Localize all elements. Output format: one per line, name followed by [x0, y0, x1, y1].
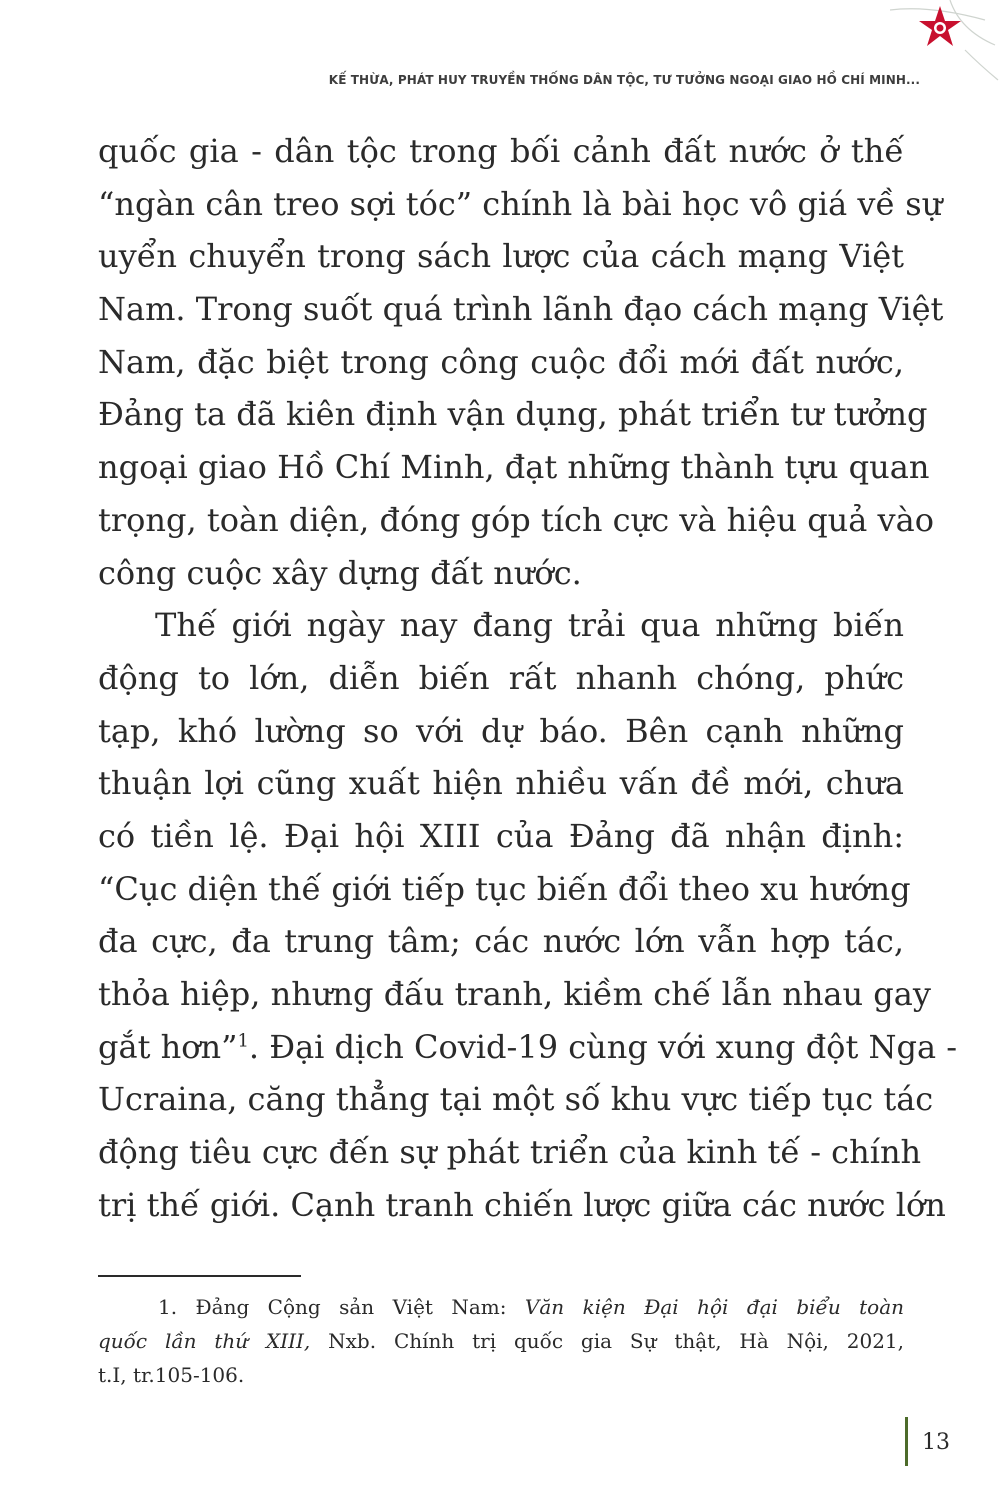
text-line: trọng, toàn diện, đóng góp tích cực và hiệu quả vào	[98, 500, 934, 539]
text-line: động tiêu cực đến sự phát triển của kinh tế - chính	[98, 1133, 922, 1172]
text-line: “ngàn cân treo sợi tóc” chính là bài học vô giá về sự	[98, 184, 943, 223]
text-line: Đảng ta đã kiên định vận dụng, phát triển tư tưởng	[98, 395, 928, 434]
text-line: quốc gia - dân tộc trong bối cảnh đất nước ở thế	[98, 132, 904, 170]
footnote-author: Đảng Cộng sản Việt Nam:	[195, 1295, 507, 1319]
footnote-publisher: Nxb. Chính trị quốc gia Sự thật, Hà Nội, 2021,	[328, 1329, 905, 1353]
text-segment: gắt hơn”	[98, 1027, 238, 1066]
text-line-with-footnote-ref	[98, 1021, 958, 1074]
footnote-separator	[98, 1275, 301, 1277]
footnote-pages: t.I, tr.105-106.	[98, 1363, 245, 1387]
footnote	[98, 1290, 904, 1392]
page-number-divider	[905, 1417, 908, 1466]
footnote-number: 1.	[158, 1295, 178, 1319]
text-line: trị thế giới. Cạnh tranh chiến lược giữa các nước lớn	[98, 1185, 946, 1224]
text-line: tạp, khó lường so với dự báo. Bên cạnh những	[98, 711, 904, 750]
text-line: có tiền lệ. Đại hội XIII của Đảng đã nhận định:	[98, 816, 904, 855]
text-line: Nam, đặc biệt trong công cuộc đổi mới đất nước,	[98, 342, 904, 381]
footnote-title: quốc lần thứ XIII,	[98, 1329, 311, 1353]
text-line: ngoại giao Hồ Chí Minh, đạt những thành tựu quan	[98, 448, 930, 487]
text-line: thỏa hiệp, nhưng đấu tranh, kiềm chế lẫn nhau gay	[98, 975, 931, 1013]
footnote-line	[98, 1324, 904, 1358]
text-line: đa cực, đa trung tâm; các nước lớn vẫn hợp tác,	[98, 922, 904, 961]
running-header: KẾ THỪA, PHÁT HUY TRUYỀN THỐNG DÂN TỘC, TƯ TƯỞNG NGOẠI GIAO HỒ CHÍ MINH...	[328, 73, 920, 87]
page-number: 13	[922, 1430, 950, 1455]
bamboo-leaves-decoration	[890, 0, 998, 80]
footnote-line	[98, 1290, 904, 1324]
text-segment: . Đại dịch Covid-19 cùng với xung đột Nga -	[248, 1027, 958, 1066]
text-line: Nam. Trong suốt quá trình lãnh đạo cách mạng Việt	[98, 290, 944, 329]
footnote-title: Văn kiện Đại hội đại biểu toàn	[524, 1295, 905, 1319]
text-line: Ucraina, căng thẳng tại một số khu vực tiếp tục tác	[98, 1080, 934, 1119]
text-line: công cuộc xây dựng đất nước.	[98, 553, 582, 592]
main-text	[98, 125, 958, 1231]
text-line: Thế giới ngày nay đang trải qua những biến	[155, 606, 904, 645]
text-line: uyển chuyển trong sách lược của cách mạng Việt	[98, 237, 904, 276]
footnote-reference[interactable]: 1	[237, 1030, 249, 1052]
text-line: động to lớn, diễn biến rất nhanh chóng, phức	[98, 658, 904, 697]
text-line: thuận lợi cũng xuất hiện nhiều vấn đề mới, chưa	[98, 764, 904, 803]
text-line: “Cục diện thế giới tiếp tục biến đổi theo xu hướng	[98, 869, 911, 908]
